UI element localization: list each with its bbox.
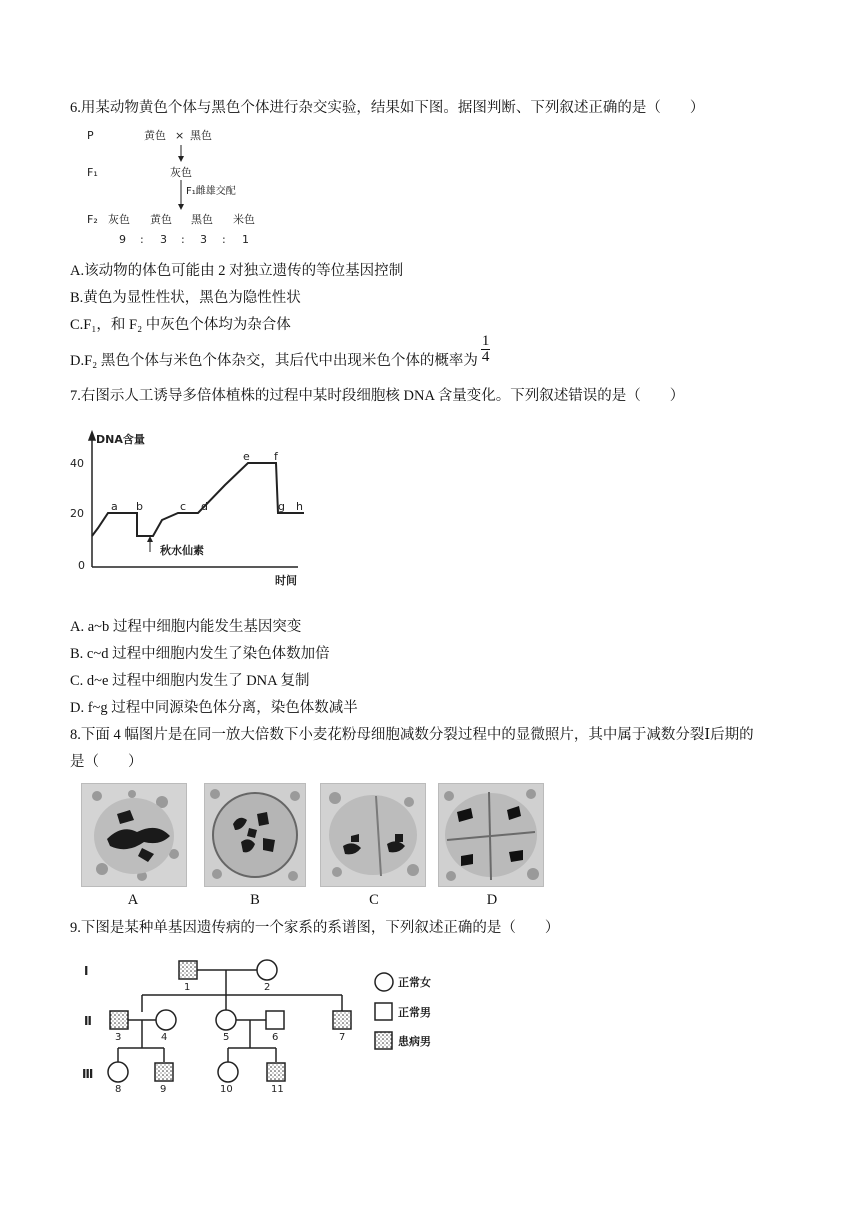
q7-stem: 7.右图示人工诱导多倍体植株的过程中某时段细胞核 DNA 含量变化。下列叙述错误的是（ ） <box>70 388 685 404</box>
q6-option-d <box>70 333 490 370</box>
id-3: 3 <box>115 1032 122 1043</box>
individual-9-affected-male <box>155 1063 173 1081</box>
pedigree-chart <box>78 950 478 1100</box>
cross-diagram <box>70 122 280 252</box>
fraction-numerator: 1 <box>481 333 490 350</box>
f2-gray: 灰色 <box>108 213 130 226</box>
ratio-9: 9 <box>119 233 126 246</box>
individual-10-female <box>218 1062 238 1082</box>
legend-female-symbol <box>375 973 393 991</box>
q8-stem-line2: 是（ ） <box>70 754 143 770</box>
point-f: f <box>274 450 278 463</box>
point-g: g <box>278 500 285 513</box>
graph-ylabel: DNA含量 <box>96 433 145 446</box>
point-b: b <box>136 500 143 513</box>
id-11: 11 <box>271 1084 284 1095</box>
generation-1: Ⅰ <box>84 964 89 978</box>
colchicine-label: 秋水仙素 <box>160 544 204 557</box>
f1-label: F₁ <box>87 166 98 179</box>
id-4: 4 <box>161 1032 168 1043</box>
ytick-0: 0 <box>78 559 85 572</box>
point-c: c <box>180 500 187 513</box>
micrograph-b <box>204 783 306 887</box>
generation-2: Ⅱ <box>84 1014 92 1028</box>
id-8: 8 <box>115 1084 122 1095</box>
point-d: d <box>201 500 208 513</box>
f2-beige: 米色 <box>233 213 255 226</box>
ratio-1: 1 <box>242 233 249 246</box>
q7-option-a: A. a~b 过程中细胞内能发生基因突变 <box>70 619 302 635</box>
graph-xlabel: 时间 <box>275 574 297 587</box>
q6-option-b: B.黄色为显性性状，黑色为隐性性状 <box>70 290 301 306</box>
ratio-sep: : <box>222 233 226 246</box>
individual-7-affected-male <box>333 1011 351 1029</box>
cross-symbol: × <box>175 129 185 142</box>
q6-stem: 6.用某动物黄色个体与黑色个体进行杂交实验，结果如下图。据图判断、下列叙述正确的是（ ） <box>70 100 705 116</box>
q6-option-d-text: D.F₂ 黑色个体与米色个体杂交，其后代中出现米色个体的概率为 <box>70 353 478 369</box>
fraction <box>481 334 491 365</box>
individual-4-female <box>156 1010 176 1030</box>
q8-stem-line1: 8.下面 4 幅图片是在同一放大倍数下小麦花粉母细胞减数分裂过程中的显微照片，其中属于减数分裂Ⅰ后期的 <box>70 727 754 743</box>
point-e: e <box>243 450 250 463</box>
generation-3: Ⅲ <box>82 1067 94 1081</box>
ytick-40: 40 <box>70 457 84 470</box>
q7-option-b: B. c~d 过程中细胞内发生了染色体数加倍 <box>70 646 330 662</box>
ratio-3a: 3 <box>160 233 167 246</box>
q9-stem: 9.下图是某种单基因遗传病的一个家系的系谱图，下列叙述正确的是（ ） <box>70 920 560 936</box>
individual-8-female <box>108 1062 128 1082</box>
id-7: 7 <box>339 1032 346 1043</box>
ratio-sep: : <box>181 233 185 246</box>
p-yellow: 黄色 <box>144 129 166 142</box>
point-a: a <box>111 500 118 513</box>
q6-option-a: A.该动物的体色可能由 2 对独立遗传的等位基因控制 <box>70 263 404 279</box>
individual-2-female <box>257 960 277 980</box>
individual-6-male <box>266 1011 284 1029</box>
fraction-denominator: 4 <box>481 349 490 366</box>
f1-mating: F₁雌雄交配 <box>186 186 236 197</box>
micrograph-label-d: D <box>486 892 498 908</box>
individual-11-affected-male <box>267 1063 285 1081</box>
ratio-3b: 3 <box>200 233 207 246</box>
id-1: 1 <box>184 982 191 993</box>
legend-normal-female: 正常女 <box>398 976 431 989</box>
id-6: 6 <box>272 1032 279 1043</box>
ratio-sep: : <box>140 233 144 246</box>
q7-option-d: D. f~g 过程中同源染色体分离，染色体数减半 <box>70 700 358 716</box>
id-5: 5 <box>223 1032 230 1043</box>
q7-option-c: C. d~e 过程中细胞内发生了 DNA 复制 <box>70 673 310 689</box>
legend-affected-male: 患病男 <box>398 1035 431 1048</box>
point-h: h <box>296 500 303 513</box>
dna-content-graph <box>70 424 330 594</box>
id-2: 2 <box>264 982 271 993</box>
individual-3-affected-male <box>110 1011 128 1029</box>
f2-black: 黑色 <box>191 213 213 226</box>
ytick-20: 20 <box>70 507 84 520</box>
f1-gray: 灰色 <box>170 166 192 179</box>
micrograph-d <box>438 783 544 887</box>
individual-1-affected-male <box>179 961 197 979</box>
micrograph-label-b: B <box>250 892 260 908</box>
f2-yellow: 黄色 <box>150 213 172 226</box>
id-10: 10 <box>220 1084 233 1095</box>
legend-male-symbol <box>375 1003 392 1020</box>
legend-affected-male-symbol <box>375 1032 392 1049</box>
micrograph-label-a: A <box>127 892 139 908</box>
id-9: 9 <box>160 1084 167 1095</box>
p-label: P <box>87 129 94 142</box>
p-black: 黑色 <box>190 129 212 142</box>
micrograph-label-c: C <box>369 892 379 908</box>
f2-label: F₂ <box>87 213 98 226</box>
micrograph-c <box>320 783 426 887</box>
individual-5-female <box>216 1010 236 1030</box>
q6-option-c: C.F₁，和 F₂ 中灰色个体均为杂合体 <box>70 317 291 333</box>
legend-normal-male: 正常男 <box>398 1006 431 1019</box>
micrograph-a <box>81 783 187 887</box>
